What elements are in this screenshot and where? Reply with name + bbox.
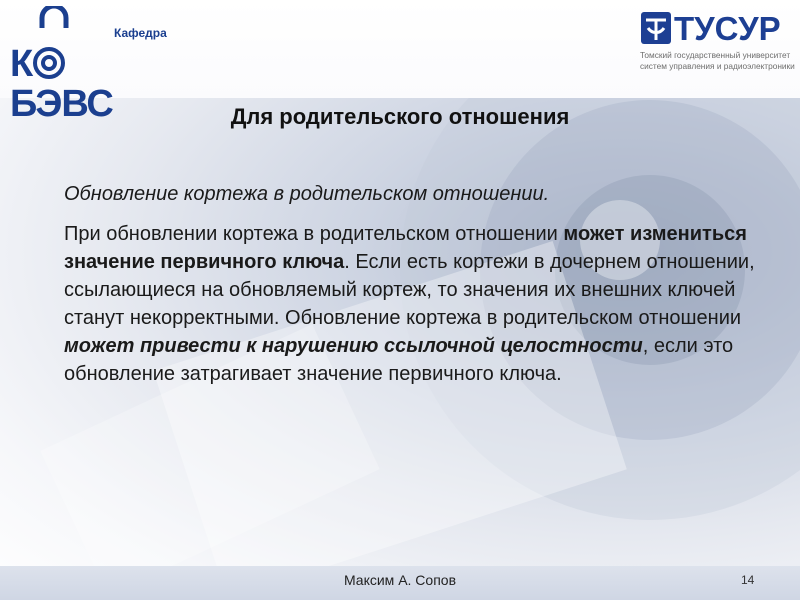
body-paragraph	[64, 220, 764, 388]
tusur-subtitle	[640, 50, 798, 72]
at-sign-icon	[32, 46, 66, 80]
lock-at-icon	[32, 6, 76, 46]
logo-name-part1: К	[10, 43, 33, 85]
slide-content	[64, 180, 764, 388]
slide-title: Для родительского отношения	[230, 104, 570, 129]
tusur-logo	[640, 8, 796, 88]
page-number: 14	[741, 573, 755, 587]
tusur-subtitle-line2: систем управления и радиоэлектроники	[640, 61, 795, 71]
lead-paragraph: Обновление кортежа в родительском отношении.	[64, 183, 550, 205]
body-text-3: , если это обновление затрагивает значение первичного ключа.	[64, 335, 734, 385]
logo-caption: Кафедра	[114, 26, 167, 40]
tusur-name: ТУСУР	[674, 10, 781, 47]
body-text-1: При обновлении кортежа в родительском отношении	[64, 223, 564, 245]
footer-author: Максим А. Сопов	[343, 572, 457, 588]
body-emphasis-1: может измениться значение первичного ключа	[64, 223, 747, 273]
tusur-emblem-icon	[640, 10, 672, 46]
body-text-2: . Если есть кортежи в дочернем отношении, ссылающиеся на обновляемый кортеж, то значения их внешних ключей станут некорректными. Обновление кортежа в родительском отношении	[64, 251, 755, 329]
logo-name-part2: БЭВС	[10, 83, 113, 125]
body-emphasis-2: может привести к нарушению ссылочной целостности	[64, 335, 643, 357]
tusur-subtitle-line1: Томский государственный университет	[640, 50, 791, 60]
kbevs-logo	[8, 6, 168, 125]
